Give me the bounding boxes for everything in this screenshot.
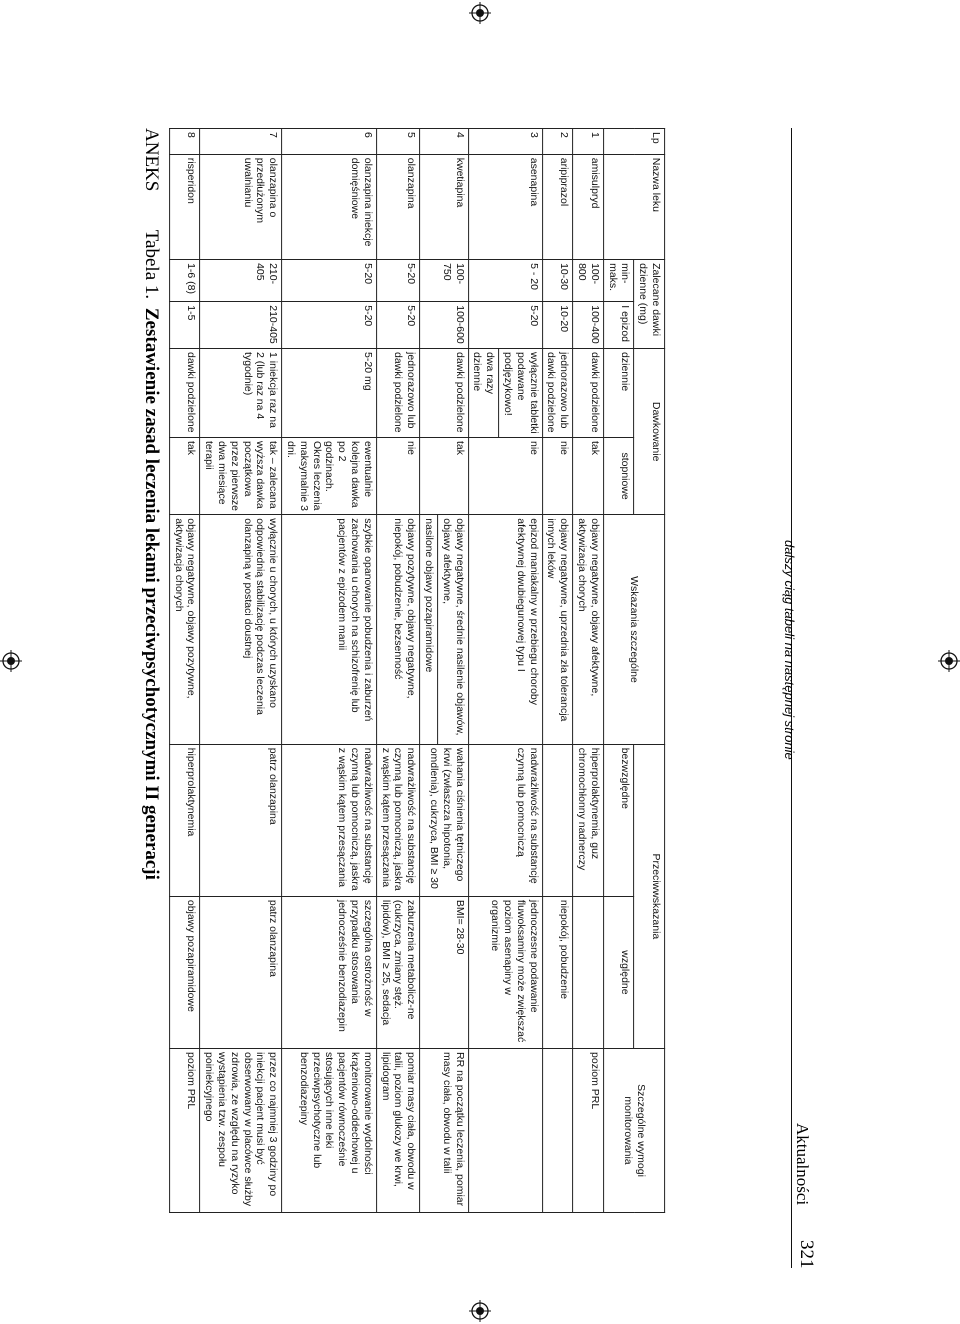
col-drug: Nazwa leku xyxy=(603,154,664,259)
cell-drug xyxy=(170,154,201,259)
cell-dosing-gradual xyxy=(573,438,604,515)
cell-lp-text: 6 xyxy=(361,132,374,138)
cell-monitoring xyxy=(282,1049,377,1213)
cell-indications xyxy=(376,515,419,744)
cell-lp xyxy=(282,129,377,155)
cell-contra-relative xyxy=(170,896,201,1048)
cell-monitoring-text: przez co najmniej 3 godziny po iniekcji pacjent musi być obserwowany w placówce służby zdrowia, ze względu na ryzyko wystąpienia tzw. zespołu poiniekcyjnego xyxy=(203,1052,280,1207)
cell-dosing-daily xyxy=(376,349,419,438)
cell-dose-first-text: 1-5 xyxy=(185,305,198,321)
cell-lp xyxy=(200,129,282,155)
table-row xyxy=(420,129,468,1213)
cell-contra-relative xyxy=(282,896,377,1048)
cell-dosing-gradual xyxy=(200,438,282,515)
cell-contra-relative-text: jednoczesne podawanie fluwoksaminy może zwiększać poziom asenapiny w organizmie xyxy=(489,899,540,1043)
cell-dosing-daily xyxy=(468,349,542,438)
cell-contra-relative xyxy=(468,896,542,1048)
table-label: Tabela 1. xyxy=(141,229,162,300)
col-dosing-gradual: stopniowe xyxy=(603,438,634,515)
cell-contra-relative xyxy=(200,896,282,1048)
table-row xyxy=(170,129,201,1213)
cell-dose-range-text: 100-750 xyxy=(440,263,466,285)
cell-lp xyxy=(573,129,604,155)
cell-contra-absolute xyxy=(170,744,201,896)
cell-indications xyxy=(573,515,604,744)
table-frame xyxy=(169,128,744,1213)
cell-dosing-gradual-text: tak xyxy=(185,441,198,456)
cell-contra-absolute xyxy=(200,744,282,896)
col-dose-group: Zalecane dawki dzienne (mg) xyxy=(634,260,665,349)
cell-lp-text: 5 xyxy=(405,132,418,138)
cell-monitoring xyxy=(542,1049,573,1213)
cell-drug xyxy=(282,154,377,259)
table-caption xyxy=(140,128,162,880)
cell-dosing-daily-text: 5-20 mg xyxy=(361,352,374,391)
cell-dosing-daily-text: dawki podzielone xyxy=(588,352,601,433)
col-lp: Lp xyxy=(603,129,664,155)
cell-indications xyxy=(282,515,377,744)
cell-dosing-gradual-text: nie xyxy=(558,441,571,456)
cell-contra-absolute xyxy=(420,744,468,896)
cell-dose-range xyxy=(282,260,377,302)
cell-dosing-gradual xyxy=(282,438,377,515)
page-number: 321 xyxy=(796,1240,817,1269)
cell-dosing-daily-text: jednorazowo lub dawki podzielone xyxy=(545,352,571,433)
cell-contra-relative-text: szczególna ostrożność w przypadku stosowania jednocześnie benzodiazepin xyxy=(336,899,374,1032)
cell-contra-relative xyxy=(420,896,468,1048)
cell-contra-absolute-text: nadwrażliwość na substancję czynną lub pomocniczą xyxy=(514,747,540,884)
table-row xyxy=(282,129,377,1213)
cell-dose-first xyxy=(282,302,377,349)
cell-indications xyxy=(420,515,468,744)
registration-mark-right xyxy=(938,650,960,672)
cell-drug-text: asenapina xyxy=(527,157,540,207)
cell-drug xyxy=(573,154,604,259)
cell-dose-range-text: 10-30 xyxy=(558,263,571,290)
cell-dosing-daily xyxy=(420,349,468,438)
cell-drug xyxy=(468,154,542,259)
cell-drug-text: risperidon xyxy=(185,157,198,204)
cell-dosing-daily xyxy=(170,349,201,438)
cell-indications xyxy=(200,515,282,744)
col-contra-group: Przeciwwskazania xyxy=(634,744,665,1048)
cell-indications-subtext: nasilone objawy pozapiramidowe xyxy=(422,515,438,743)
cell-monitoring-text: poziom PRL xyxy=(588,1052,601,1110)
cell-contra-absolute xyxy=(376,744,419,896)
col-contra-absolute: bezwzględne xyxy=(603,744,634,896)
cell-contra-relative-text: niepokój, pobudzenie xyxy=(558,899,571,1000)
cell-drug xyxy=(200,154,282,259)
cell-indications xyxy=(542,515,573,744)
cell-dosing-daily xyxy=(200,349,282,438)
cell-contra-absolute-text: patrz olanzapina xyxy=(267,747,280,825)
cell-lp-text: 8 xyxy=(185,132,198,138)
drug-table xyxy=(169,128,665,1213)
cell-monitoring-text: poziom PRL xyxy=(185,1052,198,1110)
cell-dose-first-text: 100-600 xyxy=(453,305,466,344)
cell-dosing-gradual xyxy=(542,438,573,515)
cell-monitoring xyxy=(420,1049,468,1213)
cell-dose-range xyxy=(468,260,542,302)
cell-dosing-daily-text: jednorazowo lub dawki podzielone xyxy=(392,352,418,433)
cell-dosing-gradual-text: tak xyxy=(453,441,466,456)
table-row xyxy=(468,129,542,1213)
cell-contra-relative-text: BMI= 28-30 xyxy=(453,899,466,955)
cell-dosing-daily-subtext: dwa razy dziennie xyxy=(471,349,500,437)
cell-dosing-gradual-text: tak – zalecana wyższa dawka początkowa przez pierwsze dwa miesiące terapii xyxy=(203,441,280,512)
table-row xyxy=(376,129,419,1213)
cell-contra-absolute xyxy=(468,744,542,896)
cell-dosing-daily xyxy=(282,349,377,438)
cell-monitoring xyxy=(200,1049,282,1213)
cell-dose-first xyxy=(573,302,604,349)
cell-dose-first xyxy=(468,302,542,349)
cell-contra-relative xyxy=(542,896,573,1048)
cell-indications-text: wyłącznie u chorych, u których uzyskano odpowiednią stabilizację podczas leczenia olanzapiną w postaci doustnej xyxy=(241,518,280,715)
cell-dose-range-text: 210-405 xyxy=(254,263,280,285)
cell-indications xyxy=(468,515,542,744)
cell-indications-text: objawy negatywne, objawy afektywne, aktywizacja chorych xyxy=(576,518,601,697)
cell-dosing-gradual-text: nie xyxy=(405,441,418,456)
cell-dosing-gradual-text: tak xyxy=(588,441,601,456)
cell-dosing-gradual xyxy=(170,438,201,515)
cell-lp xyxy=(542,129,573,155)
cell-indications-text: szybkie opanowanie pobudzenia i zaburzeń zachowania u chorych na schizofrenię lub pacjentów z epizodem manii xyxy=(336,518,374,722)
table-row xyxy=(542,129,573,1213)
cell-dosing-daily-text: wyłącznie tabletki podawane podjęzykowo! xyxy=(502,352,540,434)
cell-dose-first-text: 100-400 xyxy=(588,305,601,344)
cell-drug-text: amisulpryd xyxy=(588,157,601,209)
cell-drug xyxy=(542,154,573,259)
table-row xyxy=(573,129,604,1213)
cell-dose-first-text: 210-405 xyxy=(267,305,280,344)
cell-dosing-daily xyxy=(542,349,573,438)
cell-contra-absolute xyxy=(573,744,604,896)
cell-dose-range-text: 5 - 20 xyxy=(527,263,540,290)
col-dosing-daily: dziennie xyxy=(603,349,634,438)
cell-dose-range xyxy=(200,260,282,302)
cell-monitoring-text: pomiar masy ciała, obwodu w talii, poziom glukozy we krwi, lipidogram xyxy=(379,1052,418,1190)
cell-dose-first-text: 5-20 xyxy=(405,305,418,327)
cell-lp-text: 7 xyxy=(267,132,280,138)
cell-dosing-gradual-text: ewentualnie kolejna dawka po 2 godzinach. Okres leczenia maksymalnie 3 dni. xyxy=(285,441,374,512)
cell-dose-range xyxy=(170,260,201,302)
cell-dose-first xyxy=(170,302,201,349)
cell-contra-absolute xyxy=(542,744,573,896)
cell-drug-text: kwetiapina xyxy=(453,157,466,208)
section-label: ANEKS xyxy=(141,128,162,192)
cell-dosing-daily-text: dawki podzielone xyxy=(453,352,466,433)
cell-lp-text: 1 xyxy=(588,132,601,138)
cell-dosing-daily-text: dawki podzielone xyxy=(185,352,198,433)
cell-dose-range xyxy=(573,260,604,302)
cell-dose-first xyxy=(376,302,419,349)
col-dose-range: min-maks. xyxy=(603,260,634,302)
cell-contra-relative-text: zaburzenia metabolicz-ne (cukrzyca, zmiany stęż. lipidów), BMI ≥ 25, sedacja xyxy=(379,899,418,1026)
running-head: Aktualności xyxy=(793,1123,812,1206)
cell-dose-first xyxy=(420,302,468,349)
cell-indications-text: objawy negatywne, średnie nasilenie objawów, objawy afektywne, xyxy=(440,518,466,736)
cell-contra-relative-text: patrz olanzapina xyxy=(267,899,280,977)
cell-dose-range-text: 1-6 (8) xyxy=(185,263,198,295)
cell-dose-range-text: 5-20 xyxy=(405,263,418,285)
cell-drug-text: olanzapina o przedłużonym uwalnianiu xyxy=(241,157,280,224)
cell-dose-first-text: 10-20 xyxy=(558,305,571,333)
cell-dosing-daily xyxy=(573,349,604,438)
col-monitoring: Szczególne wymogi monitorowania xyxy=(603,1049,664,1213)
cell-lp-text: 3 xyxy=(527,132,540,138)
cell-dose-range-text: 100-800 xyxy=(576,263,601,285)
cell-dosing-gradual xyxy=(420,438,468,515)
cell-monitoring-text: monitorowanie wydolności krążeniowo-oddechowej u pacjentów równocześnie stosujących inne leki przeciwpsychotyczne lub benzodiazepiny xyxy=(297,1052,374,1175)
col-contra-relative: względne xyxy=(603,896,634,1048)
cell-drug-text: olanzapina xyxy=(405,157,418,209)
cell-indications-text: objawy negatywne, uprzednia zła tolerancja innych leków xyxy=(545,518,571,722)
cell-monitoring xyxy=(573,1049,604,1213)
cell-drug-text: aripiprazol xyxy=(558,157,571,207)
cell-lp xyxy=(170,129,201,155)
cell-contra-absolute-text: hiperprolaktynemia, guz chromochłonny nadnerczy xyxy=(576,747,601,871)
col-dose-first: I epizod xyxy=(603,302,634,349)
col-dosing-group: Dawkowanie xyxy=(634,349,665,515)
cell-dose-range xyxy=(420,260,468,302)
cell-indications-text: objawy pozytywne, objawy negatywne, niepokój, pobudzenie, bezsenność xyxy=(392,518,418,699)
cell-contra-absolute-text: nadwrażliwość na substancję czynną lub pomocniczą, jaskra z wąskim kątem przesączania xyxy=(379,747,418,891)
cell-contra-relative-text: objawy pozapiramidowe xyxy=(185,899,198,1012)
cell-monitoring xyxy=(376,1049,419,1213)
cell-lp xyxy=(420,129,468,155)
cell-monitoring xyxy=(468,1049,542,1213)
cell-drug xyxy=(420,154,468,259)
cell-contra-absolute-text: hiperprolaktynemia xyxy=(185,747,198,837)
table-row xyxy=(200,129,282,1213)
cell-dosing-gradual xyxy=(376,438,419,515)
cell-indications-text: objawy negatywne, objawy pozytywne, aktywizacja chorych xyxy=(172,518,198,699)
cell-lp-text: 2 xyxy=(558,132,571,138)
cell-lp xyxy=(468,129,542,155)
cell-drug-text: olanzapina iniekcje domięśniowe xyxy=(349,157,374,247)
cell-drug xyxy=(376,154,419,259)
cell-dose-range-text: 5-20 xyxy=(361,263,374,285)
col-indications: Wskazania szczególne xyxy=(603,515,664,744)
cell-dose-range xyxy=(542,260,573,302)
cell-dose-first xyxy=(200,302,282,349)
cell-monitoring-text: RR na początku leczenia, pomiar masy ciała, obwodu w talii xyxy=(440,1052,466,1207)
cell-contra-absolute-text: nadwrażliwość na substancję czynną lub pomocniczą, jaskra z wąskim kątem przesączania xyxy=(336,747,374,891)
cell-monitoring xyxy=(170,1049,201,1213)
cell-contra-absolute xyxy=(282,744,377,896)
cell-dose-first-text: 5-20 xyxy=(527,305,540,327)
cell-dosing-daily-text: 1 iniekcja raz na 2 (lub raz na 4 tygodnie) xyxy=(241,352,280,428)
cell-dose-range xyxy=(376,260,419,302)
cell-dose-first xyxy=(542,302,573,349)
cell-contra-relative xyxy=(573,896,604,1048)
cell-dosing-gradual-text: nie xyxy=(527,441,540,456)
cell-lp xyxy=(376,129,419,155)
cell-contra-absolute-text: wahania ciśnienia tętniczego krwi (zwłaszcza hipotonia, omdlenia), cukrzyca, BMI ≥ 30 xyxy=(428,747,466,889)
cell-indications xyxy=(170,515,201,744)
continued-note: dalszy ciąg tabeli na następnej stronie xyxy=(782,540,797,760)
cell-indications-text: epizod maniakalny w przebiegu choroby afektywnej dwubiegunowej typu I xyxy=(514,518,540,706)
table-title: Zestawienie zasad leczenia lekami przeciwpsychotycznymi II generacji xyxy=(141,307,162,880)
cell-lp-text: 4 xyxy=(453,132,466,138)
cell-contra-relative xyxy=(376,896,419,1048)
cell-dosing-gradual xyxy=(468,438,542,515)
cell-dose-first-text: 5-20 xyxy=(361,305,374,327)
